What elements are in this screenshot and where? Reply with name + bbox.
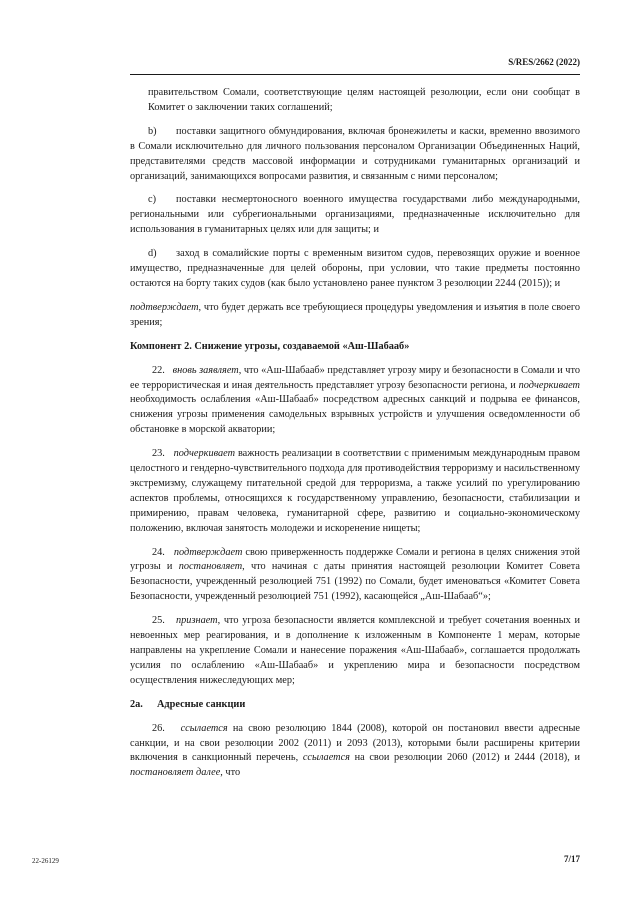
p26-italic-2: ссылается bbox=[302, 752, 350, 764]
subparagraph-c-label: c) bbox=[148, 194, 156, 206]
heading-2a-tag: 2a. bbox=[130, 698, 143, 710]
p24-italic-2: постановляет bbox=[178, 561, 243, 573]
confirm-paragraph bbox=[130, 301, 580, 331]
paragraph-26-number: 26. bbox=[152, 722, 165, 734]
subparagraph-d-label: d) bbox=[148, 248, 157, 260]
paragraph-25-number: 25. bbox=[152, 615, 165, 627]
subparagraph-d bbox=[130, 247, 580, 292]
page-number: 7/17 bbox=[563, 854, 580, 864]
paragraph-26 bbox=[130, 722, 580, 782]
p25-italic-1: признает bbox=[176, 615, 218, 627]
confirm-italic: подтверждает bbox=[130, 301, 199, 313]
p22-italic-1: вновь заявляет bbox=[172, 364, 239, 376]
subparagraph-c bbox=[130, 193, 580, 238]
p26-text-1: на свою резолюцию 1844 (2008), которой он постановил ввести адресные санкции, и на свои резолюции 2002 (2011) и 2093 (2013), которыми были расширены критерии включения в санкционный перечень, bbox=[130, 722, 580, 764]
paragraph-24 bbox=[130, 546, 580, 606]
p24-text-1: свою приверженность поддержке Сомали и региона в целях снижения этой угрозы и bbox=[130, 546, 581, 573]
document-code: S/RES/2662 (2022) bbox=[508, 57, 580, 67]
paragraph-25 bbox=[130, 614, 580, 689]
p26-italic-3: постановляет далее bbox=[130, 767, 221, 779]
subparagraph-b-label: b) bbox=[148, 125, 157, 137]
p23-italic-1: подчеркивает bbox=[173, 448, 236, 460]
header-rule bbox=[130, 74, 580, 75]
paragraph-22-number: 22. bbox=[152, 364, 165, 376]
subparagraph-d-text: заход в сомалийские порты с временным визитом судов, перевозящих оружие и военное имущество, предназначенные для целей обороны, при условии, что такие предметы постоянно остаются на борту таких судов (как было установлено ранее пунктом 3 резолюции 2244 (2015)); и bbox=[130, 248, 580, 289]
heading-component-2: Компонент 2. Снижение угрозы, создаваемой «Аш-Шабааб» bbox=[130, 340, 410, 352]
p22-text-1: , что «Аш-Шабааб» представляет угрозу миру и безопасности в Сомали и что ее террористическая и иная деятельность представляет угрозу безопасности региона, и bbox=[130, 364, 580, 391]
subparagraph-b bbox=[130, 125, 580, 185]
document-body bbox=[130, 86, 580, 790]
paragraph-22 bbox=[130, 364, 580, 439]
p22-italic-2: подчеркивает bbox=[518, 379, 580, 391]
subparagraph-b-text: поставки защитного обмундирования, включая бронежилеты и каски, временно ввозимого в Сомали исключительно для личного пользования персоналом Организации Объединенных Наций, представителями средств массовой информации и сотрудниками гуманитарных организаций и организаций, занимающихся вопросами развития, и связанным с ними персоналом; bbox=[130, 125, 580, 182]
document-number: 22-26129 bbox=[32, 857, 59, 865]
p24-italic-1: подтверждает bbox=[173, 546, 243, 558]
heading-2a bbox=[130, 698, 580, 713]
p23-text-1: важность реализации в соответствии с применимым международным правом целостного и гендерно-чувствительного подхода для противодействия терроризму и насильственному экстремизму, служащему питательной средой для терроризма, а также усилий по урегулированию аспектов проблемы, относящихся к государственному управлению, безопасности, стабилизации и примирению, правам человека, гуманитарной сфере, развитию и социально-экономическому положению, включая занятость молодежи и искоренение нищеты; bbox=[130, 448, 580, 534]
paragraph-23 bbox=[130, 447, 580, 536]
p25-text-1: , что угроза безопасности является комплексной и требует сочетания военных и невоенных мер реагирования, и в дополнение к изложенным в Компоненте 1 мерам, которые направлены на укрепление Сомали и нанесение поражения «Аш-Шабааб», соглашается продолжать усилия по ослаблению «Аш-Шабааб» и укреплению мира и безопасности посредством осуществления нижеследующих мер; bbox=[130, 615, 580, 686]
subparagraph-c-text: поставки несмертоносного военного имущества государствами либо международными, региональными или субрегиональными организациями, предназначенные исключительно для использования в гуманитарных целях или для защиты; и bbox=[130, 194, 580, 236]
paragraph-a-continuation: правительством Сомали, соответствующие целям настоящей резолюции, если они сообщат в Комитет о заключении таких соглашений; bbox=[148, 87, 580, 113]
p26-text-2: на свои резолюции 2060 (2012) и 2444 (2018), и bbox=[349, 752, 580, 764]
confirm-text: , что будет держать все требующиеся процедуры уведомления и изъятия в поле своего зрения; bbox=[130, 301, 580, 328]
p26-italic-1: ссылается bbox=[180, 722, 228, 734]
p24-text-2: , что начиная с даты принятия настоящей резолюции Комитет Совета Безопасности, учрежденный резолюцией 751 (1992) по Сомали, будет именоваться «Комитет Совета Безопасности, учрежденный резолюцией 751 (1992), касающейся „Аш-Шабааб“»; bbox=[130, 561, 580, 603]
paragraph-24-number: 24. bbox=[152, 546, 165, 558]
heading-2a-text: Адресные санкции bbox=[157, 698, 246, 710]
paragraph-23-number: 23. bbox=[152, 448, 165, 460]
p22-text-2: необходимость ослабления «Аш-Шабааб» посредством адресных санкций и подрыва ее финансов, снижения угрозы применения самодельных взрывных устройств и улучшения осведомленности об обстановке в морской акватории; bbox=[130, 394, 580, 436]
p26-text-3: , что bbox=[220, 767, 241, 779]
